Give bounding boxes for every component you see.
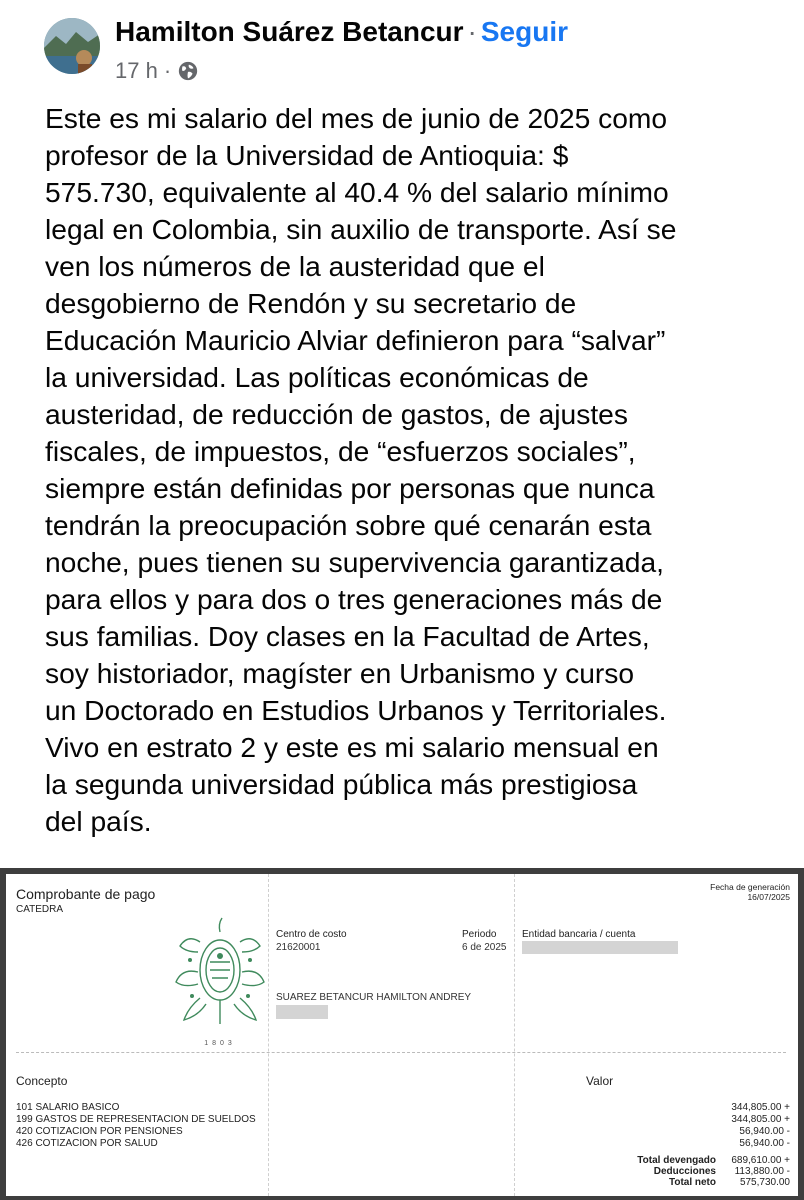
employee-id-redacted (276, 1005, 328, 1019)
amount-list (731, 1102, 790, 1150)
amount-item: 344,805.00 + (731, 1102, 790, 1113)
concept-list (16, 1102, 256, 1150)
amount-item: 56,940.00 - (739, 1126, 790, 1137)
post-text-line: para ellos y para dos o tres generaciones más de (45, 583, 663, 615)
post-text-line: fiscales, de impuestos, de “esfuerzos sociales”, (45, 435, 636, 467)
employee-name: SUAREZ BETANCUR HAMILTON ANDREY (276, 992, 472, 1003)
post-text-line: un Doctorado en Estudios Urbanos y Territoriales. (45, 694, 667, 726)
post-time[interactable]: 17 h (115, 58, 158, 83)
period-value: 6 de 2025 (462, 942, 507, 953)
university-seal-icon (170, 912, 270, 1032)
totals-values (731, 1155, 790, 1188)
post-text-line: noche, pues tienen su supervivencia garantizada, (45, 546, 664, 578)
bank-account-redacted (522, 941, 678, 954)
bank-label: Entidad bancaria / cuenta (522, 929, 636, 940)
generation-date-value: 16/07/2025 (747, 892, 790, 902)
total-devengado-label: Total devengado (637, 1155, 716, 1166)
deducciones-label: Deducciones (653, 1166, 716, 1177)
period-label: Periodo (462, 929, 497, 940)
post-meta (115, 58, 199, 84)
total-neto-value: 575,730.00 (739, 1177, 790, 1188)
post-text-line: del país. (45, 805, 152, 837)
post-text-line: la segunda universidad pública más prestigiosa (45, 768, 638, 800)
post-text-line: desgobierno de Rendón y su secretario de (45, 287, 577, 319)
post-text-line: Educación Mauricio Alviar definieron para “salvar” (45, 324, 666, 356)
amount-item: 56,940.00 - (739, 1138, 790, 1149)
total-neto-label: Total neto (668, 1177, 716, 1188)
total-devengado-value: 689,610.00 + (731, 1155, 790, 1166)
seal-year: 1803 (204, 1040, 236, 1047)
author-line (115, 16, 568, 48)
payment-receipt (6, 874, 798, 1196)
attached-image[interactable] (0, 868, 804, 1200)
globe-icon[interactable] (177, 60, 199, 82)
separator-dot: · (467, 16, 477, 47)
post-text-line: 575.730, equivalente al 40.4 % del salario mínimo (45, 176, 669, 208)
amount-item: 344,805.00 + (731, 1114, 790, 1125)
post-text-line: profesor de la Universidad de Antioquia: $ (45, 139, 569, 171)
cost-center-value: 21620001 (276, 942, 321, 953)
receipt-title: Comprobante de pago (16, 886, 156, 902)
meta-separator: · (163, 58, 172, 83)
concept-item: 426 COTIZACION POR SALUD (16, 1138, 158, 1149)
post-text-line: legal en Colombia, sin auxilio de transporte. Así se (45, 213, 677, 245)
post-body (45, 100, 775, 840)
concept-item: 101 SALARIO BASICO (16, 1102, 120, 1113)
value-header: Valor (586, 1074, 614, 1088)
concept-header: Concepto (16, 1074, 68, 1088)
concept-item: 199 GASTOS DE REPRESENTACION DE SUELDOS (16, 1114, 256, 1125)
post-text-line: soy historiador, magíster en Urbanismo y curso (45, 657, 635, 689)
section-divider (16, 1052, 786, 1053)
post-text-line: ven los números de la austeridad que el (45, 250, 545, 282)
concept-item: 420 COTIZACION POR PENSIONES (16, 1126, 183, 1137)
post-text-line: siempre están definidas por personas que nunca (45, 472, 655, 504)
post-text-line: sus familias. Doy clases en la Facultad de Artes, (45, 620, 650, 652)
post-text-line: austeridad, de reducción de gastos, de ajustes (45, 398, 628, 430)
post-text-line: tendrán la preocupación sobre qué cenarán esta (45, 509, 652, 541)
cost-center-label: Centro de costo (276, 929, 347, 940)
totals-labels (566, 1155, 716, 1188)
receipt-subtitle: CATEDRA (16, 904, 64, 915)
post-text-line: Este es mi salario del mes de junio de 2025 como (45, 102, 668, 134)
post-text-line: Vivo en estrato 2 y este es mi salario mensual en (45, 731, 659, 763)
post-header (44, 14, 784, 94)
follow-button[interactable]: Seguir (480, 16, 568, 47)
post-text-line: la universidad. Las políticas económicas de (45, 361, 589, 393)
avatar[interactable] (44, 18, 100, 74)
avatar-photo (44, 18, 100, 74)
generation-date-label: Fecha de generación (710, 882, 790, 892)
deducciones-value: 113,880.00 - (734, 1166, 790, 1177)
author-name[interactable]: Hamilton Suárez Betancur (115, 16, 464, 47)
divider-line (514, 874, 515, 1196)
